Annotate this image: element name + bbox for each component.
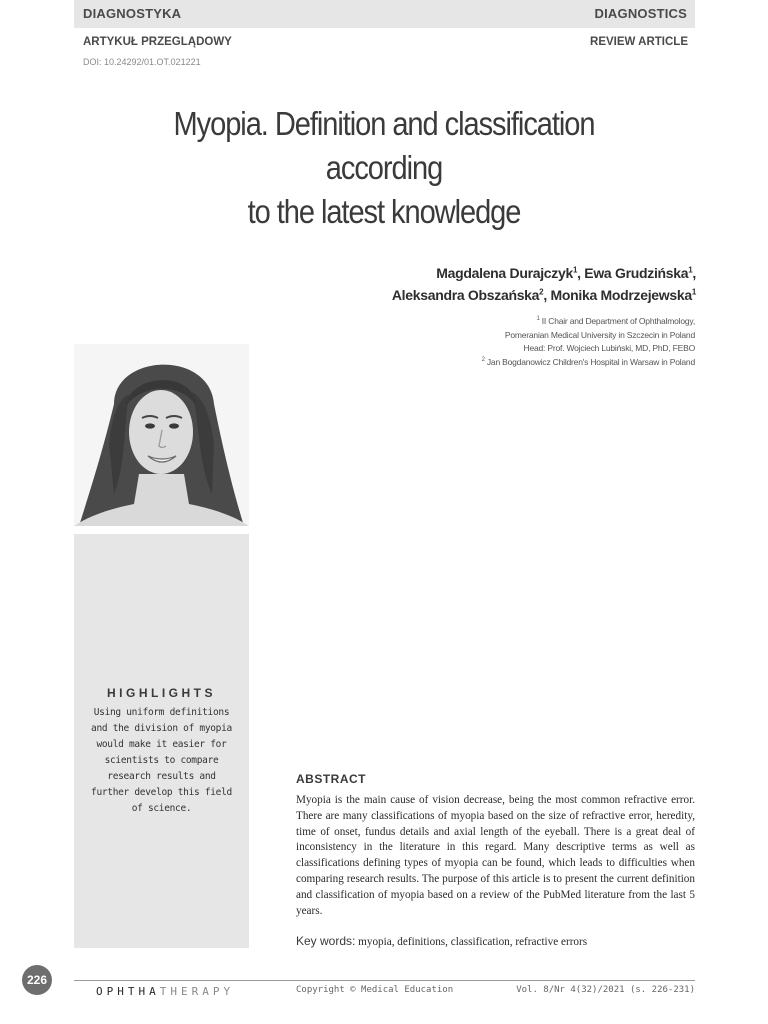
author-line-1: Magdalena Durajczyk$^1$, Ewa Grudzińska$^1$, bbox=[436, 265, 696, 281]
affiliation-mark: 2 bbox=[481, 356, 485, 363]
affiliation-1-line-3: Head: Prof. Wojciech Lubiński, MD, PhD, FEBO bbox=[523, 343, 695, 354]
affiliation-1-line-1: $^1$ II Chair and Department of Ophthalmology, bbox=[536, 316, 695, 326]
abstract-body: Myopia is the main cause of vision decrease, being the most common refractive error. There are many classifications of myopia based on the size of refractive error, heredity, time of onset, fundus details and axial length of the eyeball. There is a great deal of inconsistency in the literature in this regard. Many descriptive terms as well as classifications defining types of myopia can be found, which leads to difficulties when comparing research results. The purpose of this article is to present the current definition and classification of myopia based on a review of the PubMed literature from the last 5 years. bbox=[296, 794, 695, 917]
article-type-en: REVIEW ARTICLE bbox=[590, 36, 688, 48]
footer-divider bbox=[74, 980, 695, 981]
affiliation-1-line-2: Pomeranian Medical University in Szczecin in Poland bbox=[504, 329, 695, 340]
copyright-notice: Copyright © Medical Education bbox=[296, 985, 454, 995]
author-line-2: Aleksandra Obszańska$^2$, Monika Modrzejewska$^1$ bbox=[391, 287, 696, 303]
author-name: Aleksandra Obszańska bbox=[391, 287, 540, 303]
article-type-pl: ARTYKUŁ PRZEGLĄDOWY bbox=[83, 36, 232, 48]
keywords-label: Key words: bbox=[296, 934, 356, 948]
doi-link[interactable]: DOI: 10.24292/01.OT.021221 bbox=[83, 57, 201, 67]
highlights-text: Using uniform definitions and the division of myopia would make it easier for scientists to compare research results and further develop this field of science. bbox=[91, 707, 232, 814]
volume-info: Vol. 8/Nr 4(32)/2021 (s. 226-231) bbox=[516, 985, 695, 995]
journal-name bbox=[96, 985, 234, 998]
author-affiliation-mark: 1 bbox=[688, 265, 693, 275]
journal-name-light: THERAPY bbox=[159, 985, 235, 998]
highlights-panel bbox=[74, 534, 249, 948]
author-affiliation-mark: 2 bbox=[539, 287, 544, 297]
affiliation-mark: 1 bbox=[536, 316, 540, 323]
section-header-bar bbox=[74, 0, 695, 28]
abstract-heading: ABSTRACT bbox=[296, 772, 366, 786]
author-photo bbox=[74, 344, 249, 526]
author-affiliation-mark: 1 bbox=[572, 265, 578, 275]
author-list bbox=[236, 262, 696, 306]
keywords bbox=[296, 934, 695, 948]
author-name: Monika Modrzejewska bbox=[550, 287, 692, 303]
author-name: Ewa Grudzińska bbox=[584, 265, 689, 281]
section-label-pl: DIAGNOSTYKA bbox=[83, 6, 182, 21]
title-line-2: to the latest knowledge bbox=[247, 193, 521, 230]
affiliation-2-line-1: $^2$ Jan Bogdanowicz Children's Hospital in Warsaw in Poland bbox=[481, 356, 695, 367]
highlights-heading: HIGHLIGHTS bbox=[107, 686, 216, 700]
page-number-badge: 226 bbox=[22, 965, 52, 995]
title-line-1: Myopia. Definition and classification according bbox=[173, 105, 595, 186]
author-portrait-image bbox=[74, 344, 249, 526]
journal-name-dark: OPHTHA bbox=[96, 985, 160, 998]
section-label-en: DIAGNOSTICS bbox=[594, 6, 687, 21]
article-title bbox=[134, 102, 634, 234]
author-affiliation-mark: 1 bbox=[691, 287, 696, 297]
affiliations bbox=[335, 315, 695, 369]
keywords-list: myopia, definitions, classification, refractive errors bbox=[358, 936, 588, 948]
author-name: Magdalena Durajczyk bbox=[436, 265, 573, 281]
